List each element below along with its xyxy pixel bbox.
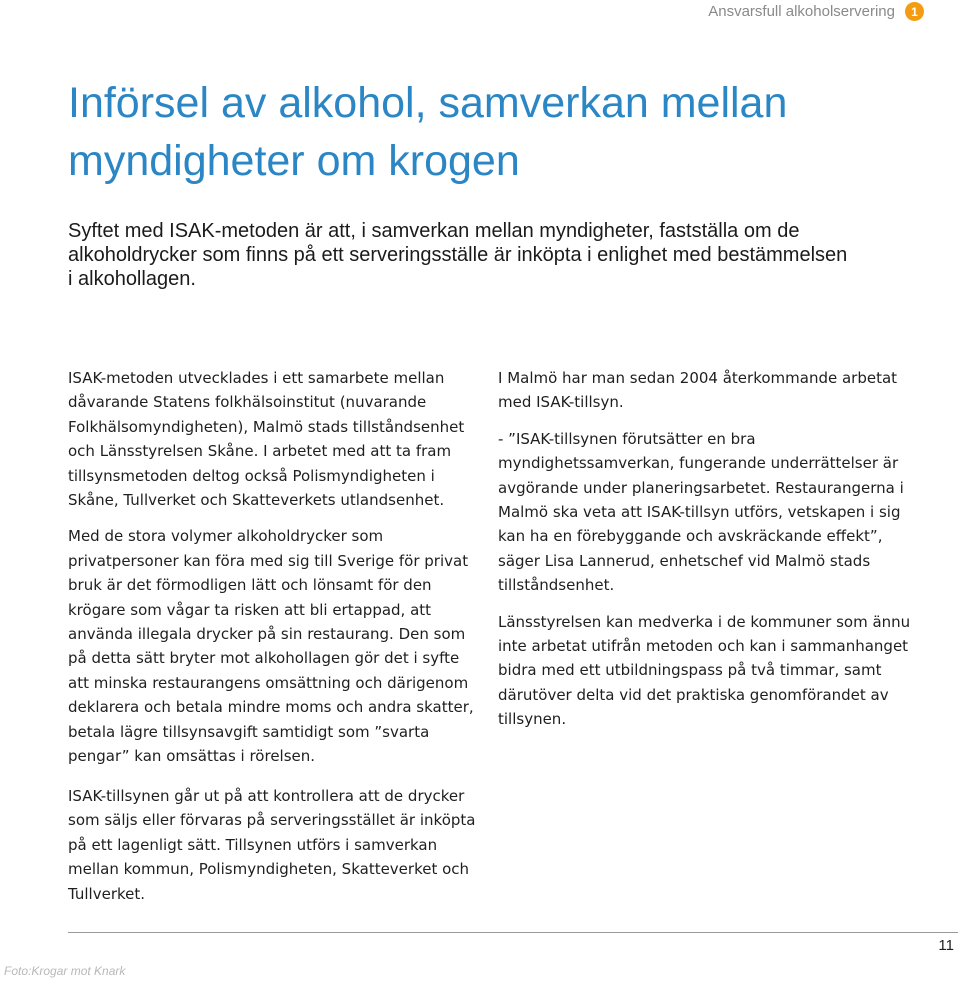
right-paragraph-2: - ”ISAK-tillsynen förutsätter en bra myndighetssamverkan, fungerande underrättelser är avgörande under planeringsarbetet. Restaurangerna i Malmö ska veta att ISAK-tillsyn utförs, vetskapen i sig kan ha en förebyggande och avskräckande effekt”, säger Lisa Lannerud, enhetschef vid Malmö stads tillståndsenhet. [498,429,904,595]
section-title: Ansvarsfull alkoholservering [708,3,895,20]
lead-paragraph: Syftet med ISAK-metoden är att, i samverkan mellan myndigheter, fastställa om de alkoholdrycker som finns på ett serveringsställe är inköpta i enlighet med bestämmelsen i alkohollagen. [68,220,848,290]
footer-divider [68,932,958,933]
left-paragraph-1: ISAK-metoden utvecklades i ett samarbete mellan dåvarande Statens folkhälsoinstitut (nuvarande Folkhälsomyndigheten), Malmö stads tillståndsenhet och Länsstyrelsen Skåne. I arbetet med att ta fram tillsynsmetoden deltog också Polismyndigheten i Skåne, Tullverket och Skatteverkets utlandsenhet. [68,369,465,510]
photo-credit: Foto:Krogar mot Knark [4,964,126,978]
page-number: 11 [938,937,954,954]
bottom-paragraph: ISAK-tillsynen går ut på att kontrollera att de drycker som säljs eller förvaras på serveringsstället är inköpta på ett lagenligt sätt. Tillsynen utförs i samverkan mellan kommun, Polismyndigheten, Skatteverket och Tullverket. [68,787,476,903]
right-column [498,366,918,744]
left-column [68,366,483,781]
chapter-badge: 1 [905,2,924,21]
left-paragraph-2: Med de stora volymer alkoholdrycker som privatpersoner kan föra med sig till Sverige för privat bruk är det förmodligen lätt och lönsamt för den krögare som vågar ta risken att bli ertappad, att använda illegala drycker på sin restaurang. Den som på detta sätt bryter mot alkohollagen gör det i syfte att minska restaurangens omsättning och därigenom deklarera och betala mindre moms och andra skatter, betala lägre tillsynsavgift samtidigt som ”svarta pengar” kan omsättas i rörelsen. [68,527,474,766]
right-paragraph-3: Länsstyrelsen kan medverka i de kommuner som ännu inte arbetat utifrån metoden och kan i sammanhanget bidra med ett utbildningspass på två timmar, samt därutöver delta vid det praktiska genomförandet av tillsynen. [498,612,911,729]
page-title: Införsel av alkohol, samverkan mellan myndigheter om krogen [68,79,788,185]
right-paragraph-1: I Malmö har man sedan 2004 återkommande arbetat med ISAK-tillsyn. [498,369,898,412]
running-header [708,2,924,21]
